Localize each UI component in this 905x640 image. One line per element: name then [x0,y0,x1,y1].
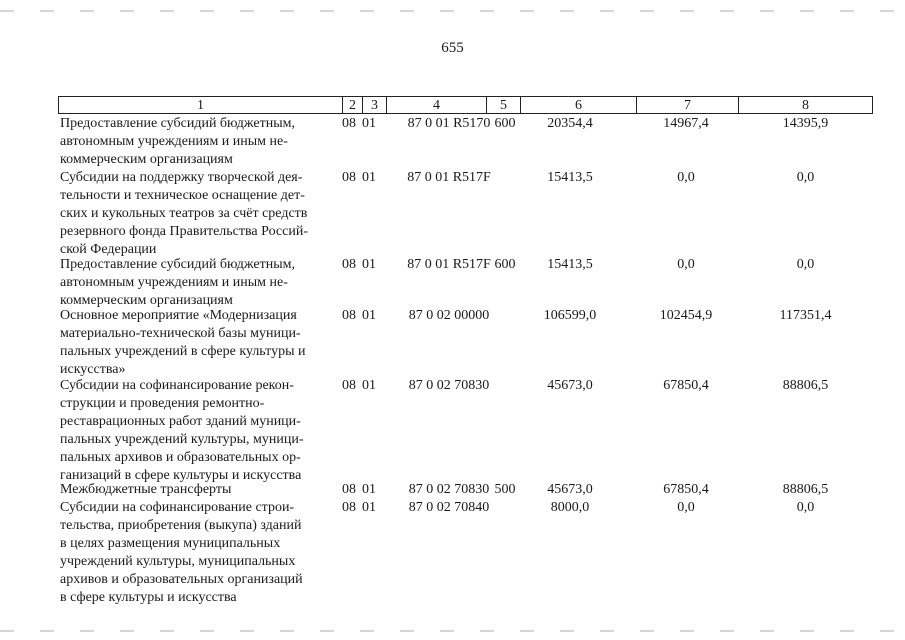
cell-col-6: 15413,5 [547,257,593,272]
cell-col-3: 01 [362,257,376,272]
description-line: коммерческим организациям [60,152,233,167]
cell-col-8: 0,0 [796,257,815,272]
description-line: Предоставление субсидий бюджетным, [60,257,296,272]
header-col-6: 6 [520,97,636,114]
cell-col-5: 600 [494,257,516,272]
header-col-7: 7 [636,97,738,114]
description-line: в целях размещения муниципальных [60,536,281,551]
cell-col-8: 117351,4 [779,308,832,323]
cell-col-7: 67850,4 [663,482,709,497]
description-line: ской Федерации [60,242,157,257]
cell-col-3: 01 [362,116,376,131]
description-line: струкции и проведения ремонтно- [60,396,265,411]
description-line: Субсидии на софинансирование рекон- [60,378,294,393]
cell-col-6: 15413,5 [547,170,593,185]
description-line: коммерческим организациям [60,293,233,308]
header-col-8: 8 [738,97,872,114]
header-col-4: 4 [386,97,486,114]
description-line: архивов и образовательных организаций [60,572,303,587]
page-number: 655 [441,40,464,56]
header-col-1: 1 [197,98,204,113]
description-line: автономным учреждениям и иным не- [60,134,288,149]
scan-artifact-top [0,10,905,12]
description-line: Субсидии на поддержку творческой дея- [60,170,303,185]
cell-col-2: 08 [342,482,356,497]
row-description [60,499,334,607]
cell-col-7: 67850,4 [663,378,709,393]
row-description [60,115,334,169]
description-line: тельности и техническое оснащение дет- [60,188,305,203]
description-line: материально-технической базы муници- [60,326,301,341]
description-line: пальных учреждений культуры, муници- [60,432,304,447]
row-description [60,256,334,310]
description-line: ганизаций в сфере культуры и искусства [60,468,302,483]
cell-col-4: 87 0 02 70830 [408,378,490,393]
description-line: реставрационных работ зданий муници- [60,414,301,429]
description-line: учреждений культуры, муниципальных [60,554,296,569]
cell-col-3: 01 [362,482,376,497]
header-col-3: 3 [362,97,386,114]
description-line: пальных архивов и образовательных ор- [60,450,301,465]
cell-col-8: 0,0 [796,500,815,515]
cell-col-4: 87 0 01 R517F [407,170,491,185]
description-line: Межбюджетные трансферты [60,482,232,497]
cell-col-4: 87 0 02 70830 [408,482,490,497]
cell-col-8: 14395,9 [782,116,829,131]
cell-col-5: 500 [494,482,516,497]
cell-col-3: 01 [362,308,376,323]
cell-col-7: 0,0 [677,500,695,515]
cell-col-6: 8000,0 [550,500,590,515]
description-line: тельства, приобретения (выкупа) зданий [60,518,302,533]
cell-col-2: 08 [342,257,356,272]
cell-col-8: 0,0 [796,170,815,185]
description-line: пальных учреждений в сфере культуры и [60,344,306,359]
description-line: Предоставление субсидий бюджетным, [60,116,296,131]
cell-col-7: 102454,9 [659,308,713,323]
description-line: искусства» [60,362,126,377]
cell-col-7: 0,0 [677,170,695,185]
cell-col-8: 88806,5 [782,482,829,497]
cell-col-8: 88806,5 [782,378,829,393]
cell-col-7: 14967,4 [663,116,709,131]
cell-col-4: 87 0 01 R517F [407,257,491,272]
cell-col-2: 08 [342,378,356,393]
row-description [60,481,334,499]
description-line: резервного фонда Правительства Россий- [60,224,308,239]
cell-col-3: 01 [362,378,376,393]
cell-col-6: 20354,4 [547,116,593,131]
header-col-2: 2 [342,97,362,114]
cell-col-6: 106599,0 [543,308,597,323]
description-line: автономным учреждениям и иным не- [60,275,288,290]
row-description [60,169,334,259]
cell-col-3: 01 [362,170,376,185]
row-description [60,377,334,485]
header-col-5: 5 [486,97,520,114]
cell-col-4: 87 0 02 70840 [408,500,490,515]
description-line: ских и кукольных театров за счёт средств [60,206,308,221]
table-header-row [58,96,873,114]
cell-col-2: 08 [342,308,356,323]
scan-artifact-bottom [0,630,905,632]
cell-col-2: 08 [342,116,356,131]
cell-col-2: 08 [342,170,356,185]
cell-col-4: 87 0 02 00000 [408,308,490,323]
cell-col-6: 45673,0 [547,482,593,497]
description-line: в сфере культуры и искусства [60,590,237,605]
cell-col-7: 0,0 [677,257,695,272]
cell-col-3: 01 [362,500,376,515]
cell-col-2: 08 [342,500,356,515]
row-description [60,307,334,379]
cell-col-6: 45673,0 [547,378,593,393]
description-line: Субсидии на софинансирование строи- [60,500,295,515]
cell-col-5: 600 [494,116,516,131]
cell-col-4: 87 0 01 R5170 [407,116,491,131]
description-line: Основное мероприятие «Модернизация [60,308,297,323]
